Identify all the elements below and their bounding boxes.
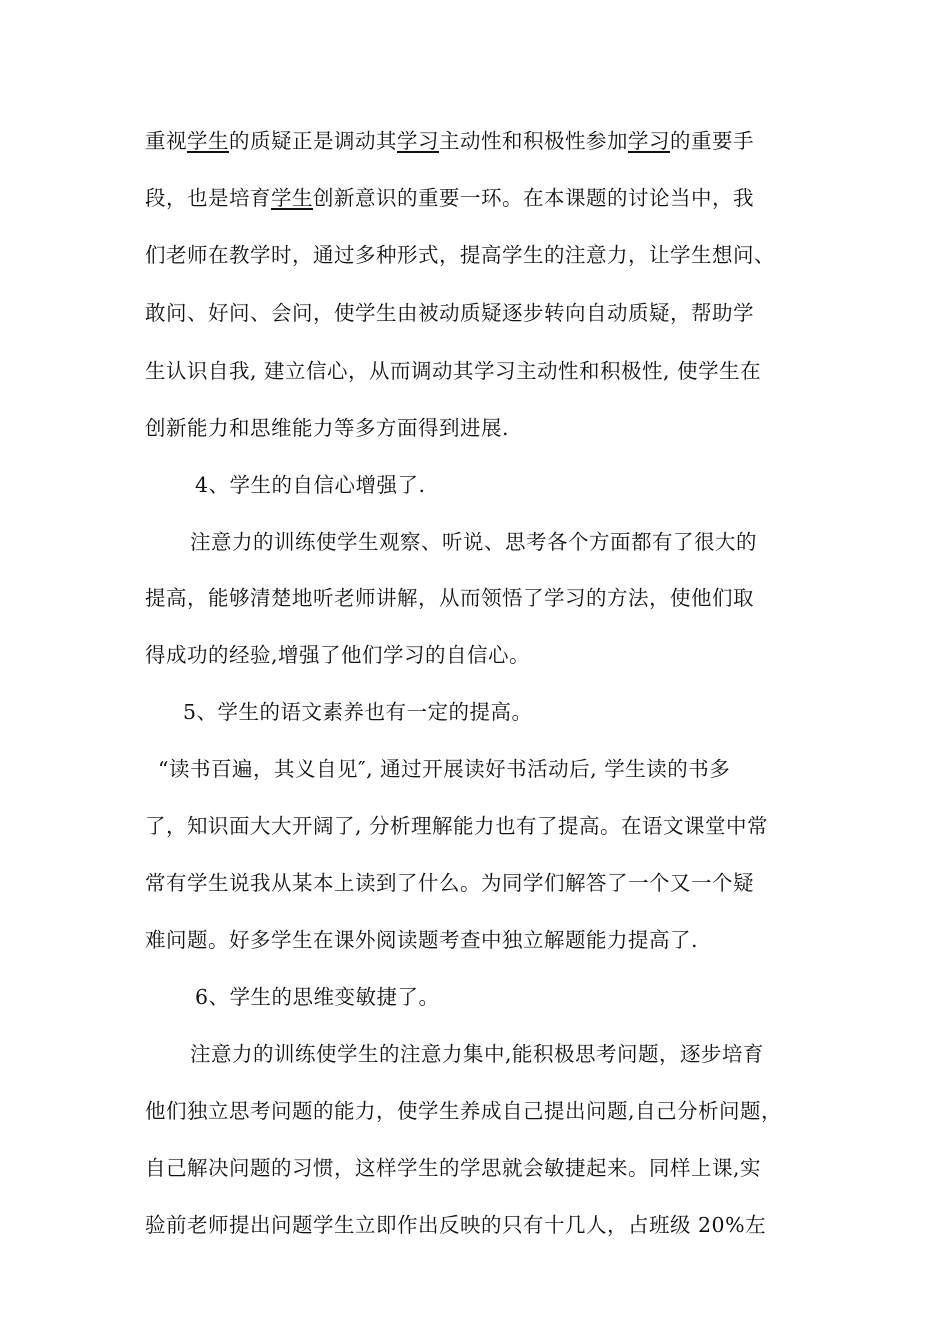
text-line: 注意力的训练使学生观察、听说、思考各个方面都有了很大的: [190, 530, 757, 554]
underlined-text: 学习: [628, 129, 670, 153]
text-line: 生认识自我, 建立信心，从而调动其学习主动性和积极性, 使学生在: [145, 359, 762, 383]
text-line: 难问题。好多学生在课外阅读题考查中独立解题能力提高了.: [145, 928, 699, 952]
text-segment: 段，也是培育: [145, 186, 271, 210]
text-line: 验前老师提出问题学生立即作出反映的只有十几人，占班级 20%左: [145, 1213, 767, 1237]
text-line: 常有学生说我从某本上读到了什么。为同学们解答了一个又一个疑: [145, 871, 754, 895]
text-line: 敢问、好问、会问，使学生由被动质疑逐步转向自动质疑，帮助学: [145, 301, 754, 325]
text-line: 创新能力和思维能力等多方面得到进展.: [145, 416, 510, 440]
text-segment: 的重要手: [670, 129, 754, 153]
text-line: 们老师在教学时，通过多种形式，提高学生的注意力，让学生想问、: [145, 243, 775, 267]
text-segment: 创新意识的重要一环。在本课题的讨论当中，我: [313, 186, 754, 210]
underlined-text: 学生: [187, 129, 229, 153]
section-heading: 6、学生的思维变敏捷了。: [195, 985, 440, 1009]
text-segment: 重视: [145, 129, 187, 153]
text-segment: 的质疑正是调动其: [229, 129, 397, 153]
underlined-text: 学习: [397, 129, 439, 153]
section-heading: 4、学生的自信心增强了.: [195, 473, 426, 497]
text-line: 提高，能够清楚地听老师讲解，从而领悟了学习的方法，使他们取: [145, 586, 754, 610]
text-line: 自己解决问题的习惯，这样学生的学思就会敏捷起来。同样上课,实: [145, 1156, 762, 1180]
text-line: [145, 131, 754, 152]
section-heading: 5、学生的语文素养也有一定的提高。: [183, 700, 533, 724]
text-line: 得成功的经验,增强了他们学习的自信心。: [145, 643, 531, 667]
text-segment: 主动性和积极性参加: [439, 129, 628, 153]
text-line: 了，知识面大大开阔了, 分析理解能力也有了提高。在语文课堂中常: [145, 814, 769, 838]
underlined-text: 学生: [271, 186, 313, 210]
text-line: [145, 188, 754, 209]
text-line: 注意力的训练使学生的注意力集中,能积极思考问题，逐步培育: [190, 1042, 765, 1066]
text-line: “读书百遍，其义自见″, 通过开展读好书活动后, 学生读的书多: [158, 757, 731, 781]
text-line: 他们独立思考问题的能力，使学生养成自己提出问题,自己分析问题，: [145, 1099, 783, 1123]
